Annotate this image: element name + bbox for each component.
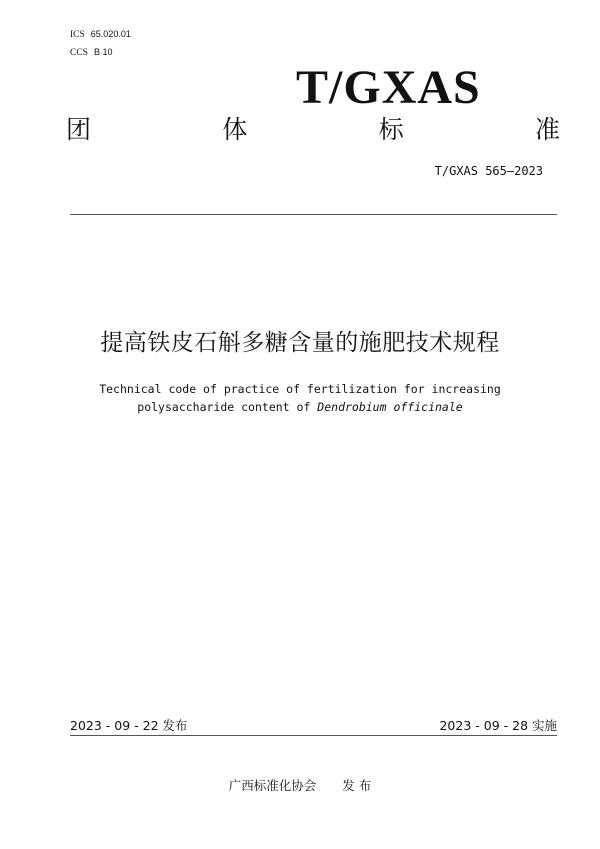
species-name: Dendrobium officinale [317, 400, 463, 414]
publish-label: 发 布 [342, 778, 372, 793]
standard-type-char: 标 [378, 115, 404, 144]
standard-type-char: 体 [222, 115, 248, 144]
standard-type-char: 准 [534, 115, 560, 144]
title-english-line2 [0, 398, 600, 416]
title-english [0, 380, 600, 416]
standard-type [66, 113, 560, 147]
publish-date: 2023 - 09 - 22 发布 [70, 718, 188, 733]
ics-code [70, 26, 131, 44]
title-chinese: 提高铁皮石斛多糖含量的施肥技术规程 [100, 330, 500, 356]
publisher-name: 广西标准化协会 [228, 778, 317, 793]
standard-logo: T/GXAS [296, 61, 481, 114]
ccs-code [70, 44, 131, 62]
title-english-prefix: polysaccharide content of [137, 400, 318, 414]
header-divider [70, 214, 557, 215]
ics-label: ICS [70, 30, 85, 40]
implement-date: 2023 - 09 - 28 实施 [439, 718, 557, 733]
standard-number: T/GXAS 565—2023 [434, 164, 543, 178]
publisher-line [0, 776, 600, 794]
ccs-value: B 10 [93, 47, 113, 57]
classification-codes [70, 26, 131, 62]
title-english-line1: Technical code of practice of fertilization for increasing [99, 382, 501, 396]
ccs-label: CCS [70, 48, 88, 58]
standard-type-char: 团 [66, 115, 92, 144]
ics-value: 65.020.01 [90, 29, 131, 39]
footer-divider [70, 735, 557, 736]
